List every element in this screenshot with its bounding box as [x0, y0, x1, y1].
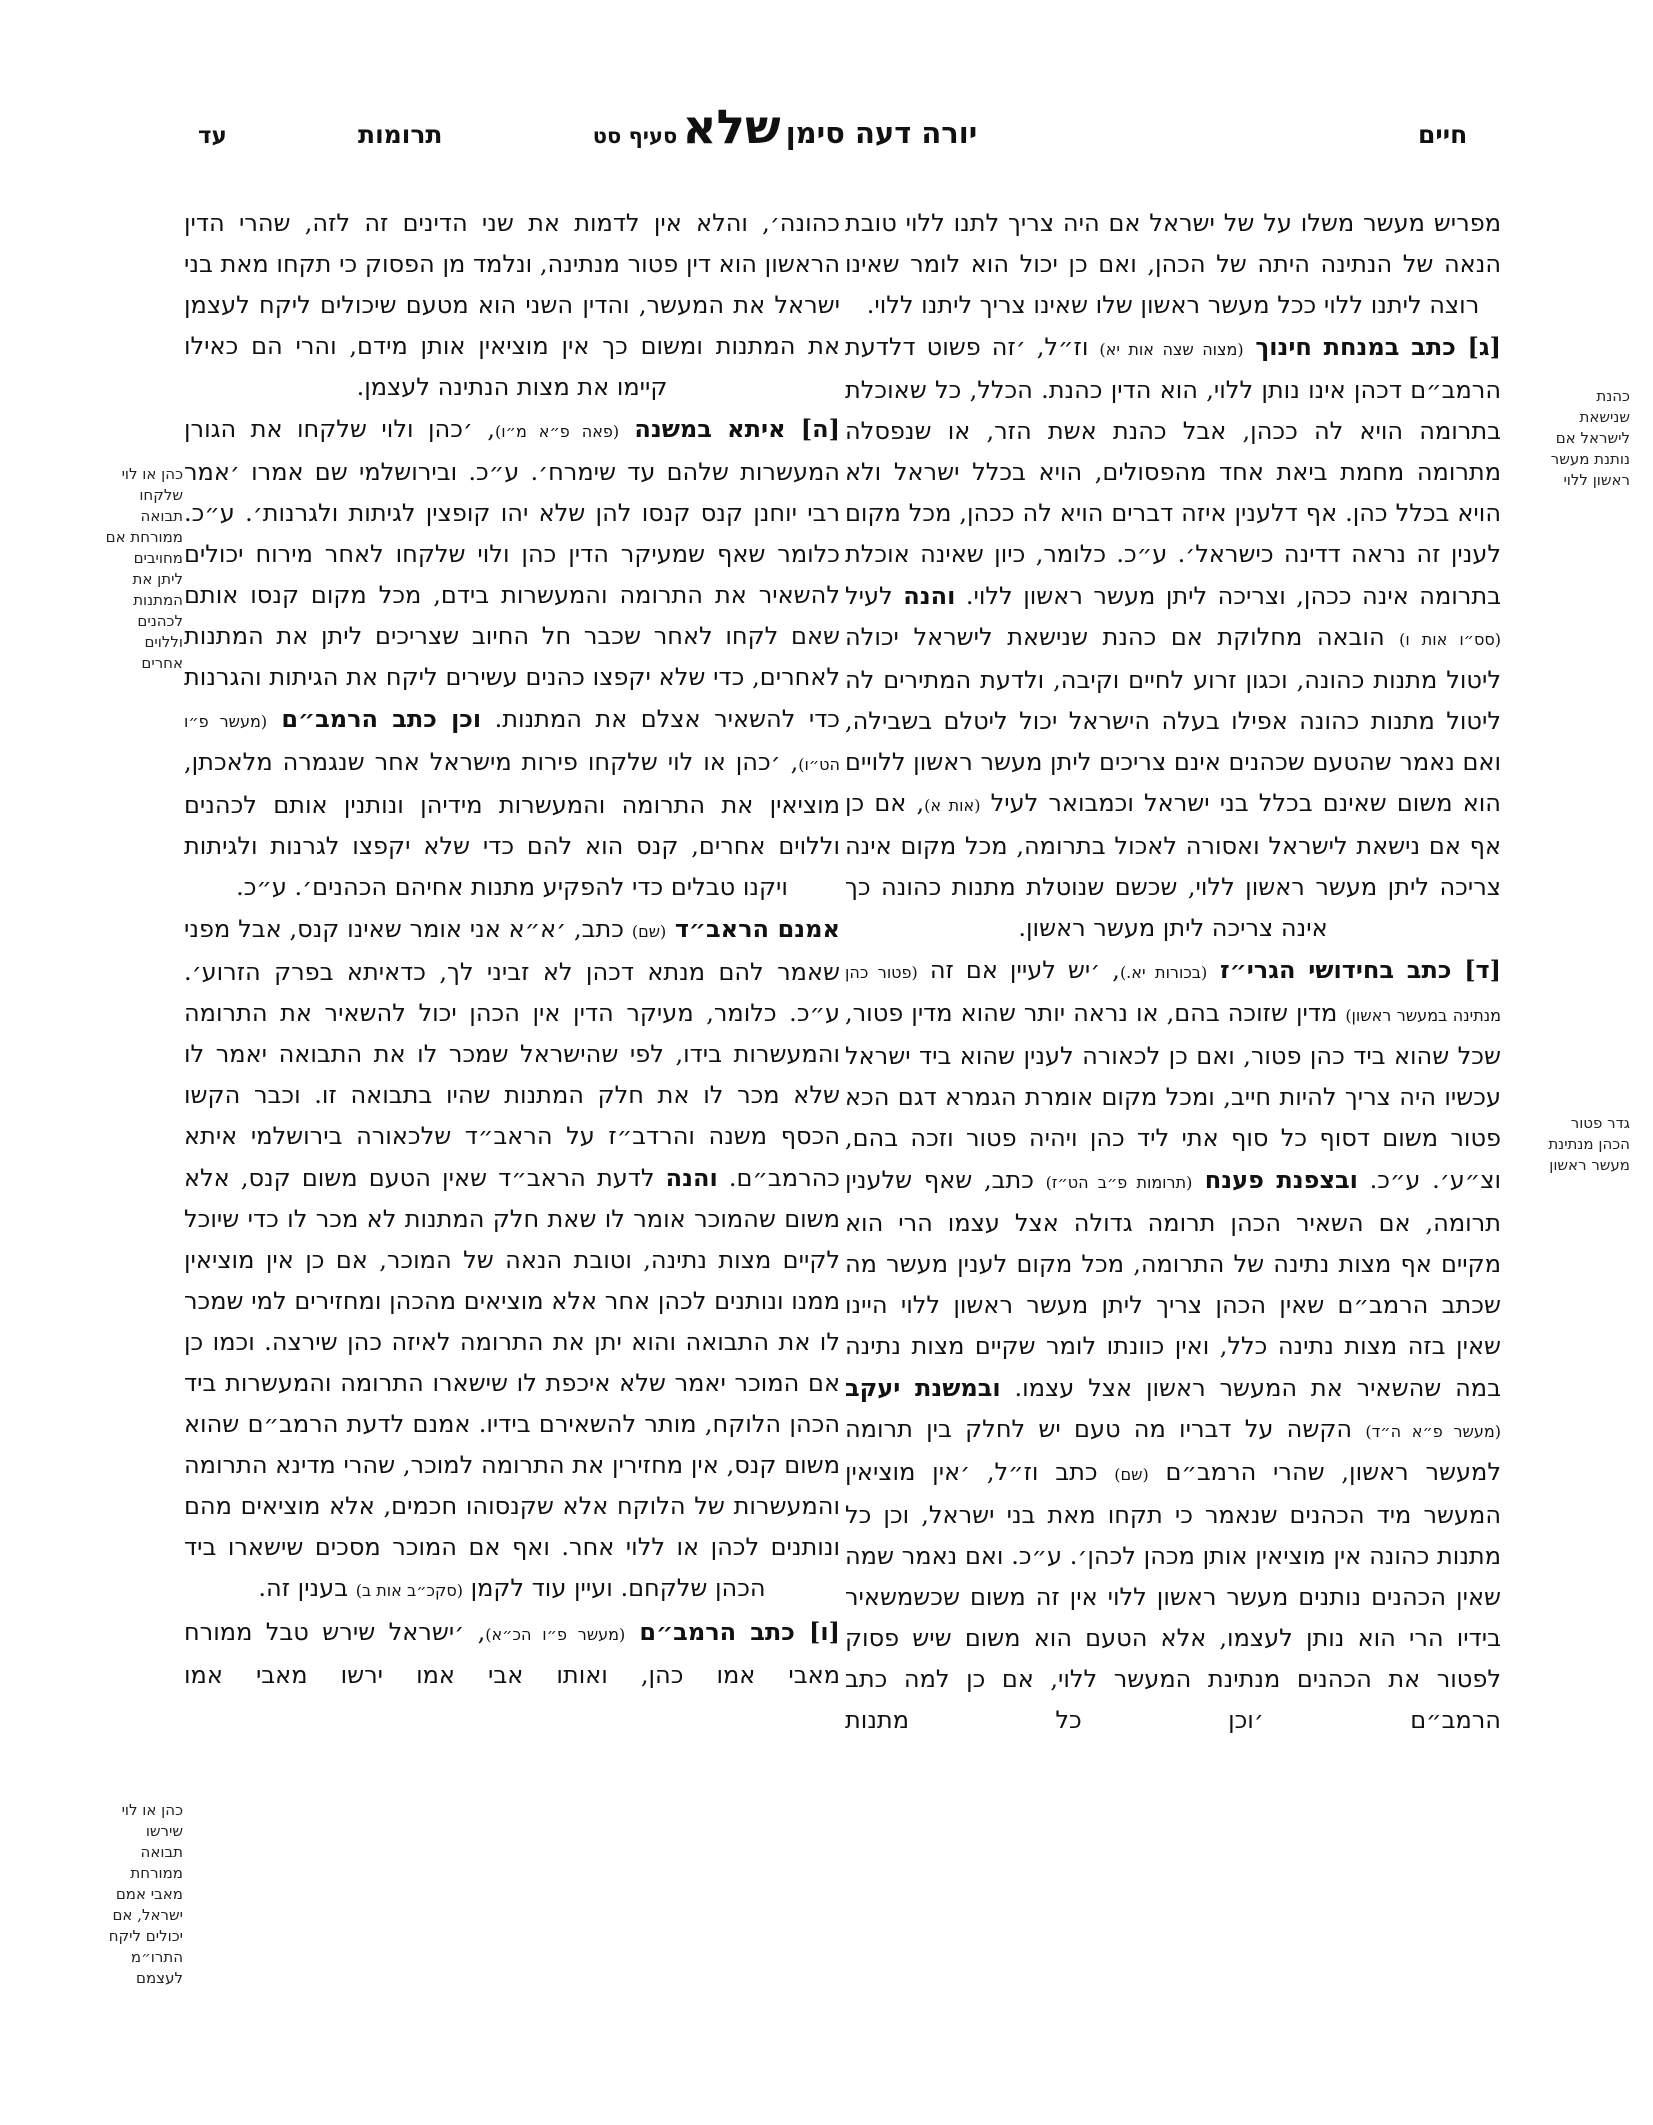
margin-note-line: יכולים ליקח — [108, 1927, 183, 1945]
margin-note-line: הכהן מנתינת — [1548, 1135, 1630, 1153]
page-number: עד — [198, 122, 227, 149]
margin-note-line: כהן או לוי — [121, 465, 183, 483]
section-heading-text: והנה — [903, 581, 956, 610]
margin-note-line: וללוים — [144, 633, 183, 651]
source-reference: (מעשר פ״ו הכ״א) — [485, 1625, 626, 1644]
section-heading-text: והנה — [665, 1163, 718, 1192]
margin-note-line: ממורחת — [130, 1864, 183, 1882]
text-column-right — [845, 203, 1501, 1741]
margin-note-line: שירשו — [145, 1822, 183, 1840]
paragraph: [ד] כתב בחידושי הגרי״ז (בכורות יא.), ׳יש לעיין אם זה (פטור כהן מנתינה במעשר ראשון) מדין שזוכה בהם, או נראה יותר שהוא מדין פטור, שכל שהוא ביד כהן פטור, ואם כן לכאורה לענין שהוא ביד ישראל עכשיו היה צריך להיות חייב, ומכל מקום אומרת הגמרא דגם הכא פטור משום דסוף כל סוף אתי ליד כהן ויהיה פטור וזכה בהם, וצ״ע׳. ע״כ. ובצפנת פענח (תרומות פ״ב הט״ז) כתב, שאף שלענין תרומה, אם השאיר הכהן תרומה גדולה אצל עצמו הרי הוא מקיים אף מצות נתינה של התרומה, מכל מקום לענין מעשר מה שכתב הרמב״ם שאין הכהן צריך ליתן מעשר ראשון ללוי היינו שאין בזה מצות נתינה כלל, ואין כוונתו לומר שקיים מצות נתינה במה שהשאיר את המעשר ראשון אצל עצמו. ובמשנת יעקב (מעשר פ״א ה״ד) הקשה על דבריו מה טעם יש לחלק בין תרומה למעשר ראשון, שהרי הרמב״ם (שם) כתב וז״ל, ׳אין מוציאין המעשר מיד הכהנים שנאמר כי תקחו מאת בני ישראל, וכן כל מתנות כהונה אין מוציאין אותן מכהן לכהן׳. ע״כ. ואם נאמר שמה שאין הכהנים נותנים מעשר ראשון ללוי אין זה משום שכשמשאיר בידיו הרי הוא נותן לעצמו, אלא הטעם הוא משום שיש פסוק לפטור את הכהנים מנתינת המעשר ללוי, אם כן למה כתב הרמב״ם ׳וכן כל מתנות — [845, 955, 1502, 1734]
paragraph: כהונה׳, והלא אין לדמות את שני הדינים זה לזה, שהרי הדין הראשון הוא דין פטור מנתינה, ונלמד מן הפסוק כי תקחו מאת בני ישראל את המעשר, והדין השני הוא מטעם שיכולים ליקח לעצמן את המתנות ומשום כך אין מוציאין אותן מידם, והרי הם כאילו קיימו את מצות הנתינה לעצמן. — [184, 209, 841, 401]
header-siman-number: שלא — [682, 100, 781, 155]
section-heading-text: אמנם הראב״ד — [666, 914, 841, 943]
header-book-name: חיים — [1418, 120, 1468, 149]
text-column-left — [184, 203, 840, 1696]
margin-note-line: התרו״מ — [130, 1948, 183, 1966]
paragraph: [ו] כתב הרמב״ם (מעשר פ״ו הכ״א), ׳ישראל שירש טבל ממורח מאבי אמו כהן, ואותו אבי אמו ירשו מאבי אמו — [184, 1617, 840, 1689]
margin-note-line: המתנות — [133, 591, 183, 609]
paragraph: מפריש מעשר משלו על של ישראל אם היה צריך לתנו ללוי טובת הנאה של הנתינה היתה של הכהן, ואם כן יכול הוא לומר שאינו רוצה ליתנו ללוי ככל מעשר ראשון שלו שאינו צריך ליתנו ללוי. — [845, 209, 1501, 319]
margin-note-line: גדר פטור — [1570, 1114, 1630, 1132]
margin-note-right — [1503, 1113, 1630, 1176]
source-reference: (תרומות פ״ב הט״ז) — [1045, 1173, 1193, 1192]
header-topic: תרומות — [358, 120, 443, 149]
margin-note-left — [86, 1800, 183, 1989]
margin-note-line: מאבי אמם — [115, 1885, 183, 1903]
margin-note-line: ישראל, אם — [112, 1906, 183, 1924]
margin-note-line: ראשון ללוי — [1563, 471, 1630, 489]
margin-note-line: מעשר ראשון — [1549, 1156, 1630, 1174]
source-reference: (מעשר פ״א ה״ד) — [1365, 1422, 1502, 1441]
source-reference: (פטור כהן מנתינה במעשר ראשון) — [845, 963, 1502, 1025]
margin-note-line: אחרים — [141, 654, 183, 672]
source-reference: (אות א) — [924, 796, 981, 815]
margin-note-left — [86, 464, 183, 674]
header-seif: סעיף סט — [592, 123, 678, 148]
margin-note-line: לעצמם — [136, 1969, 183, 1987]
source-reference: (שם) — [1114, 1465, 1149, 1484]
margin-note-line: לישראל אם — [1555, 429, 1630, 447]
margin-note-line: שלקחו — [139, 486, 183, 504]
source-reference: (בכורות יא.) — [1119, 963, 1208, 982]
source-reference: (פאה פ״א מ״ו) — [495, 422, 620, 441]
paragraph: אמנם הראב״ד (שם) כתב, ׳א״א אני אומר שאינו קנס, אבל מפני שאמר להם מנתא דכהן לא זביני לך, כדאיתא בפרק הזרוע׳. ע״כ. כלומר, מעיקר הדין אין הכהן יכול להשאיר את התרומה והמעשרות בידו, לפי שהישראל שמכר לו את התבואה יאמר לו שלא מכר לו את חלק המתנות שהיו בתבואה זו. וכבר הקשו הכסף משנה והרדב״ז על הראב״ד שלכאורה בירושלמי איתא כהרמב״ם. והנה לדעת הראב״ד שאין הטעם משום קנס, אלא משום שהמוכר אומר לו שאת חלק המתנות לא מכר לו כדי שיוכל לקיים מצות נתינה, וטובת הנאה של המוכר, אם כן אין מוציאין ממנו ונותנים לכהן אחר אלא מוציאים מהכהן ומחזירים למי שמכר לו את התבואה והוא יתן את התרומה לאיזה כהן שירצה. וכמו כן אם המוכר יאמר שלא איכפת לו שישארו התרומה והמעשרות ביד הכהן הלוקח, מותר להשאירם בידיו. אמנם לדעת הרמב״ם שהוא משום קנס, אין מחזירין את התרומה למוכר, שהרי מדינא התרומה והמעשרות של הלוקח אלא שקנסוהו חכמים, אלא מוציאים מהם ונותנים לכהן או ללוי אחר. ואף אם המוכר מסכים שישארו ביד הכהן שלקחם. ועיין עוד לקמן (סקכ״ב אות ב) בענין זה. — [184, 914, 841, 1602]
source-reference: (סס״ו אות ו) — [1399, 630, 1501, 649]
section-heading-text: ובצפנת פענח — [1192, 1165, 1358, 1194]
page-header — [0, 100, 1653, 164]
margin-note-line: נותנת מעשר — [1550, 450, 1630, 468]
section-heading-text: ובמשנת יעקב — [845, 1373, 1001, 1402]
margin-note-line: לכהנים — [137, 612, 183, 630]
section-heading-text: וכן כתב הרמב״ם — [267, 704, 482, 733]
section-heading-text: [ה] איתא במשנה — [619, 414, 840, 443]
margin-note-line: מחויבים — [133, 549, 183, 567]
margin-note-right — [1503, 386, 1630, 491]
source-reference: (שם) — [631, 922, 667, 941]
source-reference: (מעשר פ״ו הט״ו) — [184, 712, 840, 774]
margin-note-line: תבואה — [140, 507, 183, 525]
source-reference: (מצוה שצה אות יא) — [1099, 340, 1244, 359]
margin-note-line: כהנת — [1596, 387, 1630, 405]
margin-note-line: תבואה — [140, 1843, 183, 1861]
paragraph: [ג] כתב במנחת חינוך (מצוה שצה אות יא) וז״ל, ׳זה פשוט דלדעת הרמב״ם דכהן אינו נותן ללוי, הוא הדין כהנת. הכלל, כל שאוכלת בתרומה הויא לה ככהן, אבל כהנת אשת הזר, או שנפסלה מתרומה מחמת ביאת אחד מהפסולים, הויא בכלל ישראל ולא הויא בכלל כהן. אף דלענין איזה דברים הויא לה ככהן, מכל מקום לענין זה נראה דדינה כישראל׳. ע״כ. כלומר, כיון שאינה אוכלת בתרומה אינה ככהן, וצריכה ליתן מעשר ראשון ללוי. והנה לעיל (סס״ו אות ו) הובאה מחלוקת אם כהנת שנישאת לישראל יכולה ליטול מתנות כהונה, וכגון זרוע לחיים וקיבה, ולדעת המתירים לה ליטול מתנות כהונה אפילו בעלה הישראל יכול ליטלם בשבילה, ואם נאמר שהטעם שכהנים אינם צריכים ליתן מעשר ראשון ללויים הוא משום שאינם בכלל בני ישראל וכמבואר לעיל (אות א), אם כן אף אם נישאת לישראל ואסורה לאכול בתרומה, מכל מקום אינה צריכה ליתן מעשר ראשון ללוי, שכשם שנוטלת מתנות כהונה כך אינה צריכה ליתן מעשר ראשון. — [845, 332, 1501, 942]
margin-note-line: ממורחת אם — [105, 528, 183, 546]
header-title-main: יורה דעה סימן — [785, 116, 978, 150]
header-title — [555, 100, 1015, 155]
source-reference: (סקכ״ב אות ב) — [355, 1581, 463, 1600]
margin-note-line: ליתן את — [132, 570, 183, 588]
section-heading-text: [ו] כתב הרמב״ם — [625, 1617, 840, 1646]
margin-note-line: כהן או לוי — [121, 1801, 183, 1819]
margin-note-line: שנישאת — [1579, 408, 1630, 426]
paragraph: [ה] איתא במשנה (פאה פ״א מ״ו), ׳כהן ולוי שלקחו את הגורן המעשרות שלהם עד שימרח׳. ע״כ. ובירושלמי שם אמרו ׳אמר רבי יוחנן קנס קנסו להן שלא יהו קופצין לגיתות ולגרנות׳. ע״כ. כלומר שאף שמעיקר הדין כהן ולוי שלקחו לאחר מירוח יכולים להשאיר את התרומה והמעשרות בידם, מכל מקום קנסו אותם שאם לקחו לאחר שכבר חל החיוב שצריכים ליתן את המתנות לאחרים, כדי שלא יקפצו כהנים עשירים ליקח את הגיתות והגרנות כדי להשאיר אצלם את המתנות. וכן כתב הרמב״ם (מעשר פ״ו הט״ו), ׳כהן או לוי שלקחו פירות מישראל אחר שנגמרה מלאכתן, מוציאין את התרומה והמעשרות מידיהן ונותנין אותם לכהנים וללוים אחרים, קנס הוא להם כדי שלא יקפצו לגרנות ולגיתות ויקנו טבלים כדי להפקיע מתנות אחיהם הכהנים׳. ע״כ. — [184, 414, 841, 901]
section-heading-text: [ד] כתב בחידושי הגרי״ז — [1207, 955, 1502, 984]
section-heading-text: [ג] כתב במנחת חינוך — [1243, 332, 1501, 361]
